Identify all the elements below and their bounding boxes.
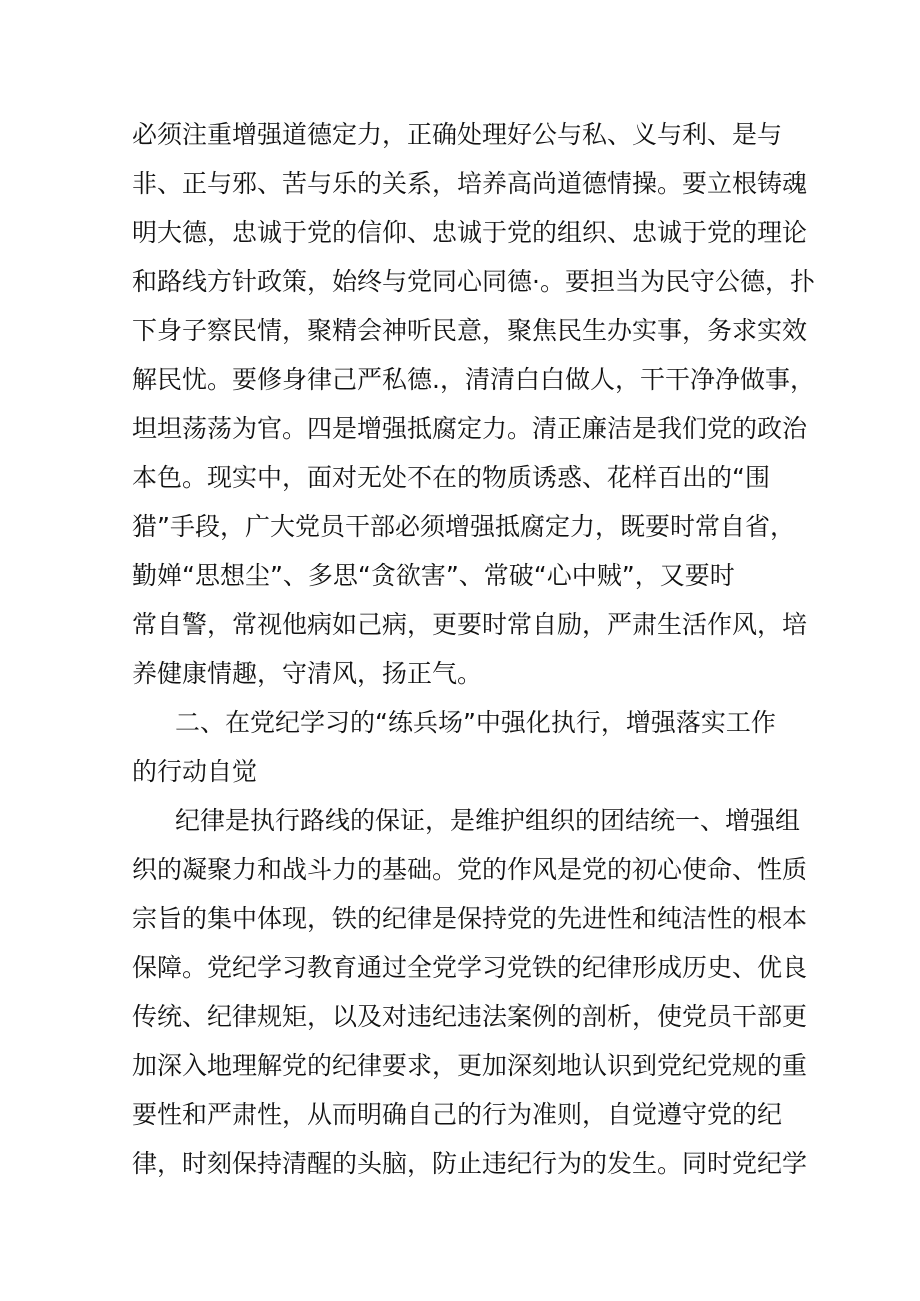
text-line: 必须注重增强道德定力，正确处理好公与私、义与利、是与 [132,120,783,149]
text-line: 纪律是执行路线的保证，是维护组织的团结统一、增强组 [175,806,801,835]
text-line: 律，时刻保持清醒的头脑，防止违纪行为的发生。同时党纪学 [132,1149,808,1178]
text-line: 勤婵“思想尘”、多思“贪欲害”、常破“心中贼”，又要时 [132,561,735,590]
paragraph-discipline [132,796,808,1188]
text-line: 传统、纪律规矩，以及对违纪违法案例的剖析，使党员干部更 [132,1002,808,1031]
text-line: 坦坦荡荡为官。四是增强抵腐定力。清正廉洁是我们党的政治 [132,414,808,443]
text-line: 织的凝聚力和战斗力的基础。党的作风是党的初心使命、性质 [132,855,808,884]
text-line: 养健康情趣，守清风，扬正气。 [132,659,483,688]
paragraph-moral [132,110,815,698]
text-line: 二、在党纪学习的“练兵场”中强化执行，增强落实工作 [175,708,776,737]
text-line: 要性和严肃性，从而明确自己的行为准则，自觉遵守党的纪 [132,1100,783,1129]
text-line: 和路线方针政策，始终与党同心同德·。要担当为民守公德，扑 [132,267,815,296]
text-line: 常自警，常视他病如己病，更要时常自励，严肃生活作风，培 [132,610,808,639]
text-line: 的行动自觉 [132,757,258,786]
text-line: 下身子察民情，聚精会神听民意，聚焦民生办实事，务求实效 [132,316,808,345]
document-body [132,110,815,1188]
text-line: 解民忧。要修身律己严私德.，清清白白做人，干干净净做事， [132,365,815,394]
text-line: 保障。党纪学习教育通过全党学习党铁的纪律形成历史、优良 [132,953,808,982]
text-line: 宗旨的集中体现，铁的纪律是保持党的先进性和纯洁性的根本 [132,904,808,933]
text-line: 非、正与邪、苦与乐的关系，培养高尚道德情操。要立根铸魂 [132,169,808,198]
text-line: 明大德，忠诚于党的信仰、忠诚于党的组织、忠诚于党的理论 [132,218,808,247]
text-line: 本色。现实中，面对无处不在的物质诱惑、花样百出的“围 [132,463,770,492]
section-heading-two [132,698,776,796]
text-line: 猎”手段，广大党员干部必须增强抵腐定力，既要时常自省， [132,512,795,541]
text-line: 加深入地理解党的纪律要求，更加深刻地认识到党纪党规的重 [132,1051,808,1080]
